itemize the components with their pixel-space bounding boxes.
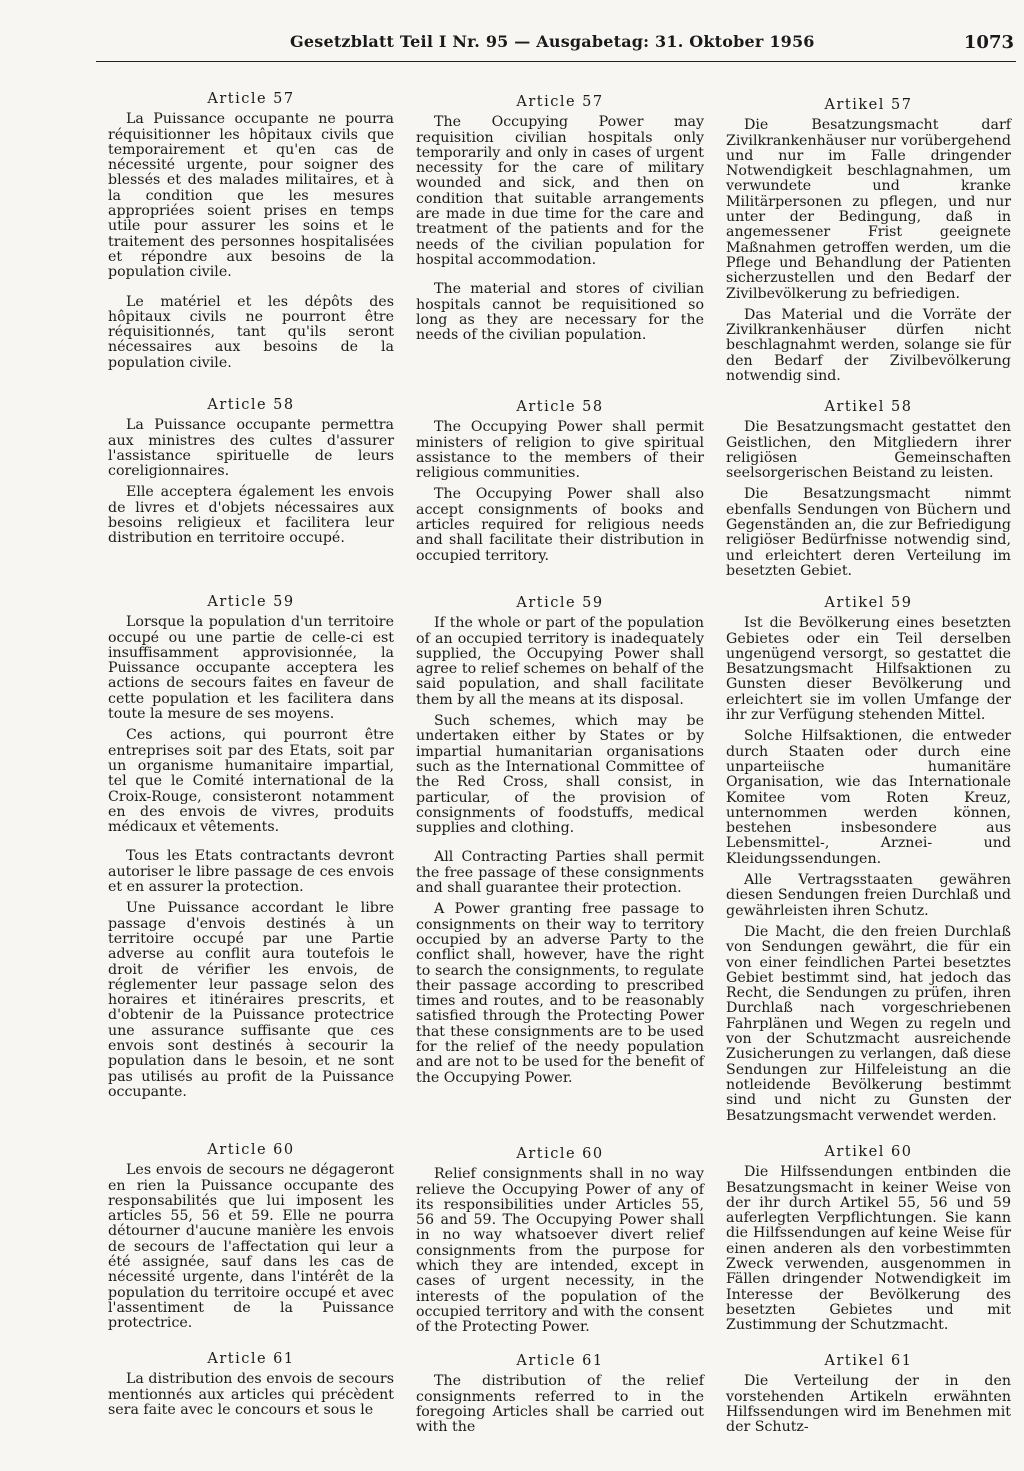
gazette-title: Gesetzblatt Teil I Nr. 95 — Ausgabetag: 31. Oktober 1956	[290, 32, 815, 51]
paragraph: The material and stores of civilian hospitals cannot be requisitioned so long as they are necessary for the needs of the civilian population.	[416, 281, 704, 344]
page-header	[0, 0, 1024, 62]
paragraph: Die Besatzungsmacht nimmt ebenfalls Sendungen von Büchern und Gegenständen an, die zur Befriedigung religiöser Bedürfnisse notwendig sind, und erleichtert deren Verteilung im besetzten Gebiet.	[726, 486, 1011, 579]
artikel-58-de	[726, 400, 1011, 585]
paragraph: Les envois de secours ne dégageront en rien la Puissance occupante des responsabilités que lui imposent les articles 55, 56 et 59. Elle ne pourra détourner d'aucune manière les envois de secours de l'affectation qui leur a été assignée, sauf dans les cas de nécessité urgente, dans l'intérêt de la population du territoire occupé et avec l'assentiment de la Puissance protectrice.	[108, 1162, 394, 1332]
article-58-fr	[108, 398, 394, 553]
paragraph: Die Verteilung der in den vorstehenden Artikeln erwähnten Hilfssendungen wird im Benehmen mit der Schutz-	[726, 1373, 1011, 1436]
article-59-fr	[108, 595, 394, 1106]
paragraph: Ist die Bevölkerung eines besetzten Gebietes oder ein Teil derselben ungenügend versorgt, so gestattet die Besatzungsmacht Hilfsaktionen zu Gunsten dieser Bevölkerung und erleichtert sie im vollen Umfange der ihr zur Verfügung stehenden Mittel.	[726, 615, 1011, 724]
paragraph: All Contracting Parties shall permit the free passage of these consignments and shall guarantee their protection.	[416, 849, 704, 897]
article-heading: Artikel 57	[824, 97, 913, 113]
article-57-en	[416, 95, 704, 349]
paragraph: The distribution of the relief consignments referred to in the foregoing Articles shall be carried out with the	[416, 1373, 704, 1436]
article-61-fr	[108, 1352, 394, 1424]
article-heading: Article 61	[207, 1351, 295, 1367]
paragraph: Such schemes, which may be undertaken either by States or by impartial humanitarian organisations such as the International Committee of the Red Cross, shall consist, in particular, of the provision of consignments of foodstuffs, medical supplies and clothing.	[416, 713, 704, 837]
paragraph: Elle acceptera également les envois de livres et d'objets nécessaires aux besoins religieux et facilitera leur distribution en territoire occupé.	[108, 484, 394, 547]
article-heading: Article 60	[207, 1142, 295, 1158]
article-58-en	[416, 400, 704, 570]
header-rule	[96, 61, 1016, 62]
paragraph: Die Besatzungsmacht gestattet den Geistlichen, den Mitgliedern ihrer religiösen Gemeinschaften seelsorgerischen Beistand zu leisten.	[726, 419, 1011, 482]
article-heading: Artikel 58	[824, 399, 913, 415]
paragraph: Das Material und die Vorräte der Zivilkrankenhäuser dürfen nicht beschlagnahmt werden, solange sie für den Bedarf der Zivilbevölkerung notwendig sind.	[726, 306, 1011, 385]
artikel-60-de	[726, 1145, 1011, 1340]
paragraph: Solche Hilfsaktionen, die entweder durch Staaten oder durch eine unparteiische humanitäre Organisation, wie das Internationale Komitee vom Roten Kreuz, unternommen werden können, bestehen insbesondere aus Lebensmittel-, Arznei- und Kleidungssendungen.	[726, 728, 1011, 867]
artikel-57-de	[726, 98, 1011, 390]
article-heading: Article 59	[516, 595, 604, 611]
paragraph: Die Besatzungsmacht darf Zivilkrankenhäuser nur vorübergehend und nur im Falle dringender Notwendigkeit beschlagnahmen, um verwundete und kranke Militärpersonen zu pflegen, und nur unter der Bedingung, daß in angemessener Frist geeignete Maßnahmen getroffen werden, um die Pflege und Behandlung der Patienten sicherzustellen und den Bedarf der Zivilbevölkerung zu befriedigen.	[726, 117, 1011, 302]
article-60-fr	[108, 1143, 394, 1338]
article-heading: Artikel 60	[824, 1144, 913, 1160]
article-59-en	[416, 596, 704, 1092]
artikel-59-de	[726, 596, 1011, 1130]
article-heading: Article 61	[516, 1353, 604, 1369]
article-heading: Article 58	[516, 399, 604, 415]
paragraph: Ces actions, qui pourront être entreprises soit par des Etats, soit par un organisme humanitaire impartial, tel que le Comité international de la Croix-Rouge, consisteront notamment en des envois de vivres, produits médicaux et vêtements.	[108, 727, 394, 836]
paragraph: La distribution des envois de secours mentionnés aux articles qui précèdent sera faite avec le concours et sous le	[108, 1371, 394, 1418]
paragraph: Relief consignments shall in no way relieve the Occupying Power of any of its responsibilities under Articles 55, 56 and 59. The Occupying Power shall in no way whatsoever divert relief consignments from the purpose for which they are intended, except in cases of urgent necessity, in the interests of the population of the occupied territory and with the consent of the Protecting Power.	[416, 1166, 704, 1336]
article-60-en	[416, 1147, 704, 1342]
paragraph: Tous les Etats contractants devront autoriser le libre passage de ces envois et en assurer la protection.	[108, 848, 394, 896]
article-57-fr	[108, 92, 394, 377]
paragraph: If the whole or part of the population of an occupied territory is inadequately supplied, the Occupying Power shall agree to relief schemes on behalf of the said population, and shall facilitate them by all the means at its disposal.	[416, 615, 704, 708]
paragraph: A Power granting free passage to consignments on their way to territory occupied by an adverse Party to the conflict shall, however, have the right to search the consignments, to regulate their passage according to prescribed times and routes, and to be reasonably satisfied through the Protecting Power that these consignments are to be used for the relief of the needy population and are not to be used for the benefit of the Occupying Power.	[416, 901, 704, 1086]
article-heading: Article 57	[207, 91, 295, 107]
article-heading: Artikel 59	[824, 595, 913, 611]
paragraph: Le matériel et les dépôts des hôpitaux civils ne pourront être réquisitionnés, tant qu'ils seront nécessaires aux besoins de la population civile.	[108, 293, 394, 371]
paragraph: Die Hilfssendungen entbinden die Besatzungsmacht in keiner Weise von der ihr durch Artikel 55, 56 und 59 auferlegten Verpflichtungen. Sie kann die Hilfssendungen auf keine Weise für einen anderen als den vorbestimmten Zweck verwenden, ausgenommen in Fällen dringender Notwendigkeit im Interesse der Bevölkerung des besetzten Gebietes und mit Zustimmung der Schutzmacht.	[726, 1164, 1011, 1334]
article-heading: Article 60	[516, 1146, 604, 1162]
paragraph: Une Puissance accordant le libre passage d'envois destinés à un territoire occupé par une Partie adverse au conflit aura toutefois le droit de vérifier les envois, de réglementer leur passage selon des horaires et itinéraires prescrits, et d'obtenir de la Puissance protectrice une assurance suffisante que ces envois sont destinés à secourir la population dans le besoin, et ne sont pas utilisés au profit de la Puissance occupante.	[108, 900, 394, 1100]
article-61-en	[416, 1354, 704, 1441]
paragraph: The Occupying Power shall permit ministers of religion to give spiritual assistance to the members of their religious communities.	[416, 419, 704, 482]
paragraph: The Occupying Power may requisition civilian hospitals only temporarily and only in cases of urgent necessity for the care of military wounded and sick, and then on condition that suitable arrangements are made in due time for the care and treatment of the patients and for the needs of the civilian population for hospital accommodation.	[416, 114, 704, 268]
article-heading: Article 57	[516, 94, 604, 110]
paragraph: Alle Vertragsstaaten gewähren diesen Sendungen freien Durchlaß und gewährleisten ihren Schutz.	[726, 872, 1011, 919]
artikel-61-de	[726, 1354, 1011, 1441]
paragraph: La Puissance occupante ne pourra réquisitionner les hôpitaux civils que temporairement et qu'en cas de nécessité urgente, pour soigner des blessés et des malades militaires, et à la condition que les mesures appropriées soient prises en temps utile pour assurer les soins et le traitement des personnes hospitalisées et répondre aux besoins de la population civile.	[108, 111, 394, 281]
paragraph: Lorsque la population d'un territoire occupé ou une partie de celle-ci est insuffisamment approvisionnée, la Puissance occupante acceptera les actions de secours faites en faveur de cette population et les facilitera dans toute la mesure de ses moyens.	[108, 614, 394, 723]
article-heading: Article 58	[207, 397, 295, 413]
paragraph: La Puissance occupante permettra aux ministres des cultes d'assurer l'assistance spirituelle de leurs coreligionnaires.	[108, 417, 394, 480]
article-heading: Article 59	[207, 594, 295, 610]
paragraph: The Occupying Power shall also accept consignments of books and articles required for religious needs and shall facilitate their distribution in occupied territory.	[416, 486, 704, 564]
paragraph: Die Macht, die den freien Durchlaß von Sendungen gewährt, die für ein von einer feindlichen Partei besetztes Gebiet bestimmt sind, hat jedoch das Recht, die Sendungen zu prüfen, ihren Durchlaß nach vorgeschriebenen Fahrplänen und Wegen zu regeln und von der Schutzmacht ausreichende Zusicherungen zu verlangen, daß diese Sendungen zur Hilfeleistung an die notleidende Bevölkerung bestimmt sind und nicht zu Gunsten der Besatzungsmacht verwendet werden.	[726, 923, 1011, 1124]
article-heading: Artikel 61	[824, 1353, 913, 1369]
page-number: 1073	[963, 32, 1014, 53]
